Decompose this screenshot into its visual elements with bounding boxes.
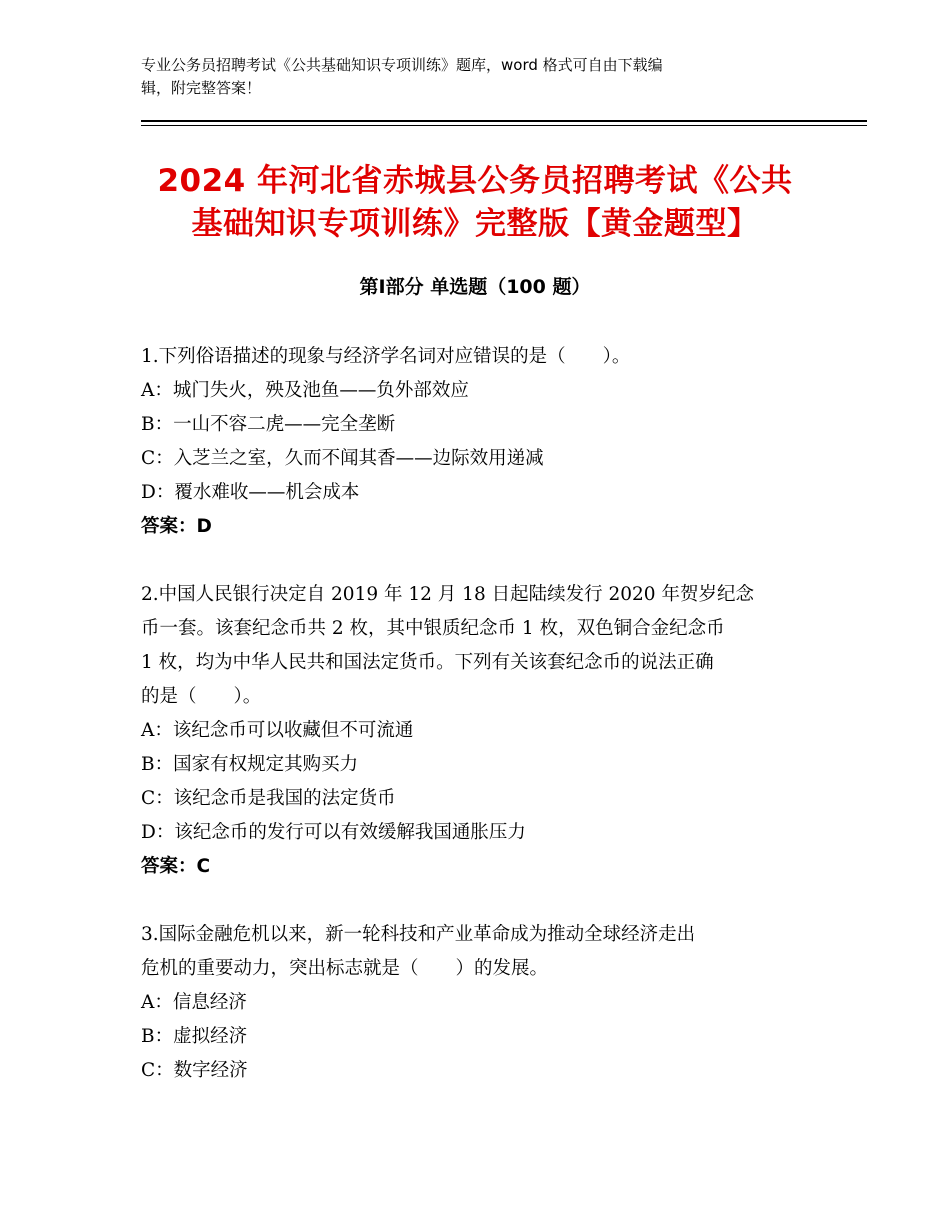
question-text-line: 危机的重要动力，突出标志就是（ ）的发展。 <box>141 958 549 979</box>
option-d: D：该纪念币的发行可以有效缓解我国通胀压力 <box>141 822 526 843</box>
question-1 <box>141 340 811 544</box>
option-a: A：城门失火，殃及池鱼——负外部效应 <box>141 380 469 401</box>
question-text-line: 3.国际金融危机以来，新一轮科技和产业革命成为推动全球经济走出 <box>141 924 696 945</box>
question-text-line: 1 枚，均为中华人民共和国法定货币。下列有关该套纪念币的说法正确 <box>141 652 714 673</box>
document-title <box>120 160 830 246</box>
option-c: C：数字经济 <box>141 1060 248 1081</box>
header-line-2: 辑，附完整答案！ <box>141 79 262 97</box>
option-d: D：覆水难收——机会成本 <box>141 482 360 503</box>
question-list <box>141 340 811 1122</box>
question-text-line: 的是（ ）。 <box>141 686 262 707</box>
header-rule-thick <box>141 120 867 122</box>
header-line-1: 专业公务员招聘考试《公共基础知识专项训练》题库，word 格式可自由下载编 <box>141 56 663 74</box>
answer: 答案：D <box>141 516 212 537</box>
option-a: A：该纪念币可以收藏但不可流通 <box>141 720 414 741</box>
title-line-2: 基础知识专项训练》完整版【黄金题型】 <box>191 206 759 242</box>
option-b: B：虚拟经济 <box>141 1026 248 1047</box>
option-a: A：信息经济 <box>141 992 247 1013</box>
page-header <box>141 54 801 100</box>
question-2 <box>141 578 811 884</box>
option-c: C：入芝兰之室，久而不闻其香——边际效用递减 <box>141 448 544 469</box>
question-text-line: 币一套。该套纪念币共 2 枚，其中银质纪念币 1 枚，双色铜合金纪念币 <box>141 618 725 639</box>
section-title: 第Ⅰ部分 单选题（100 题） <box>359 276 591 298</box>
question-text-line: 2.中国人民银行决定自 2019 年 12 月 18 日起陆续发行 2020 年贺岁纪念 <box>141 584 754 605</box>
option-c: C：该纪念币是我国的法定货币 <box>141 788 396 809</box>
header-rule-thin <box>141 125 867 126</box>
option-b: B：一山不容二虎——完全垄断 <box>141 414 396 435</box>
title-line-1: 2024 年河北省赤城县公务员招聘考试《公共 <box>157 163 793 199</box>
question-3 <box>141 918 811 1088</box>
answer: 答案：C <box>141 856 211 877</box>
option-b: B：国家有权规定其购买力 <box>141 754 359 775</box>
question-text-line: 1.下列俗语描述的现象与经济学名词对应错误的是（ ）。 <box>141 346 631 367</box>
